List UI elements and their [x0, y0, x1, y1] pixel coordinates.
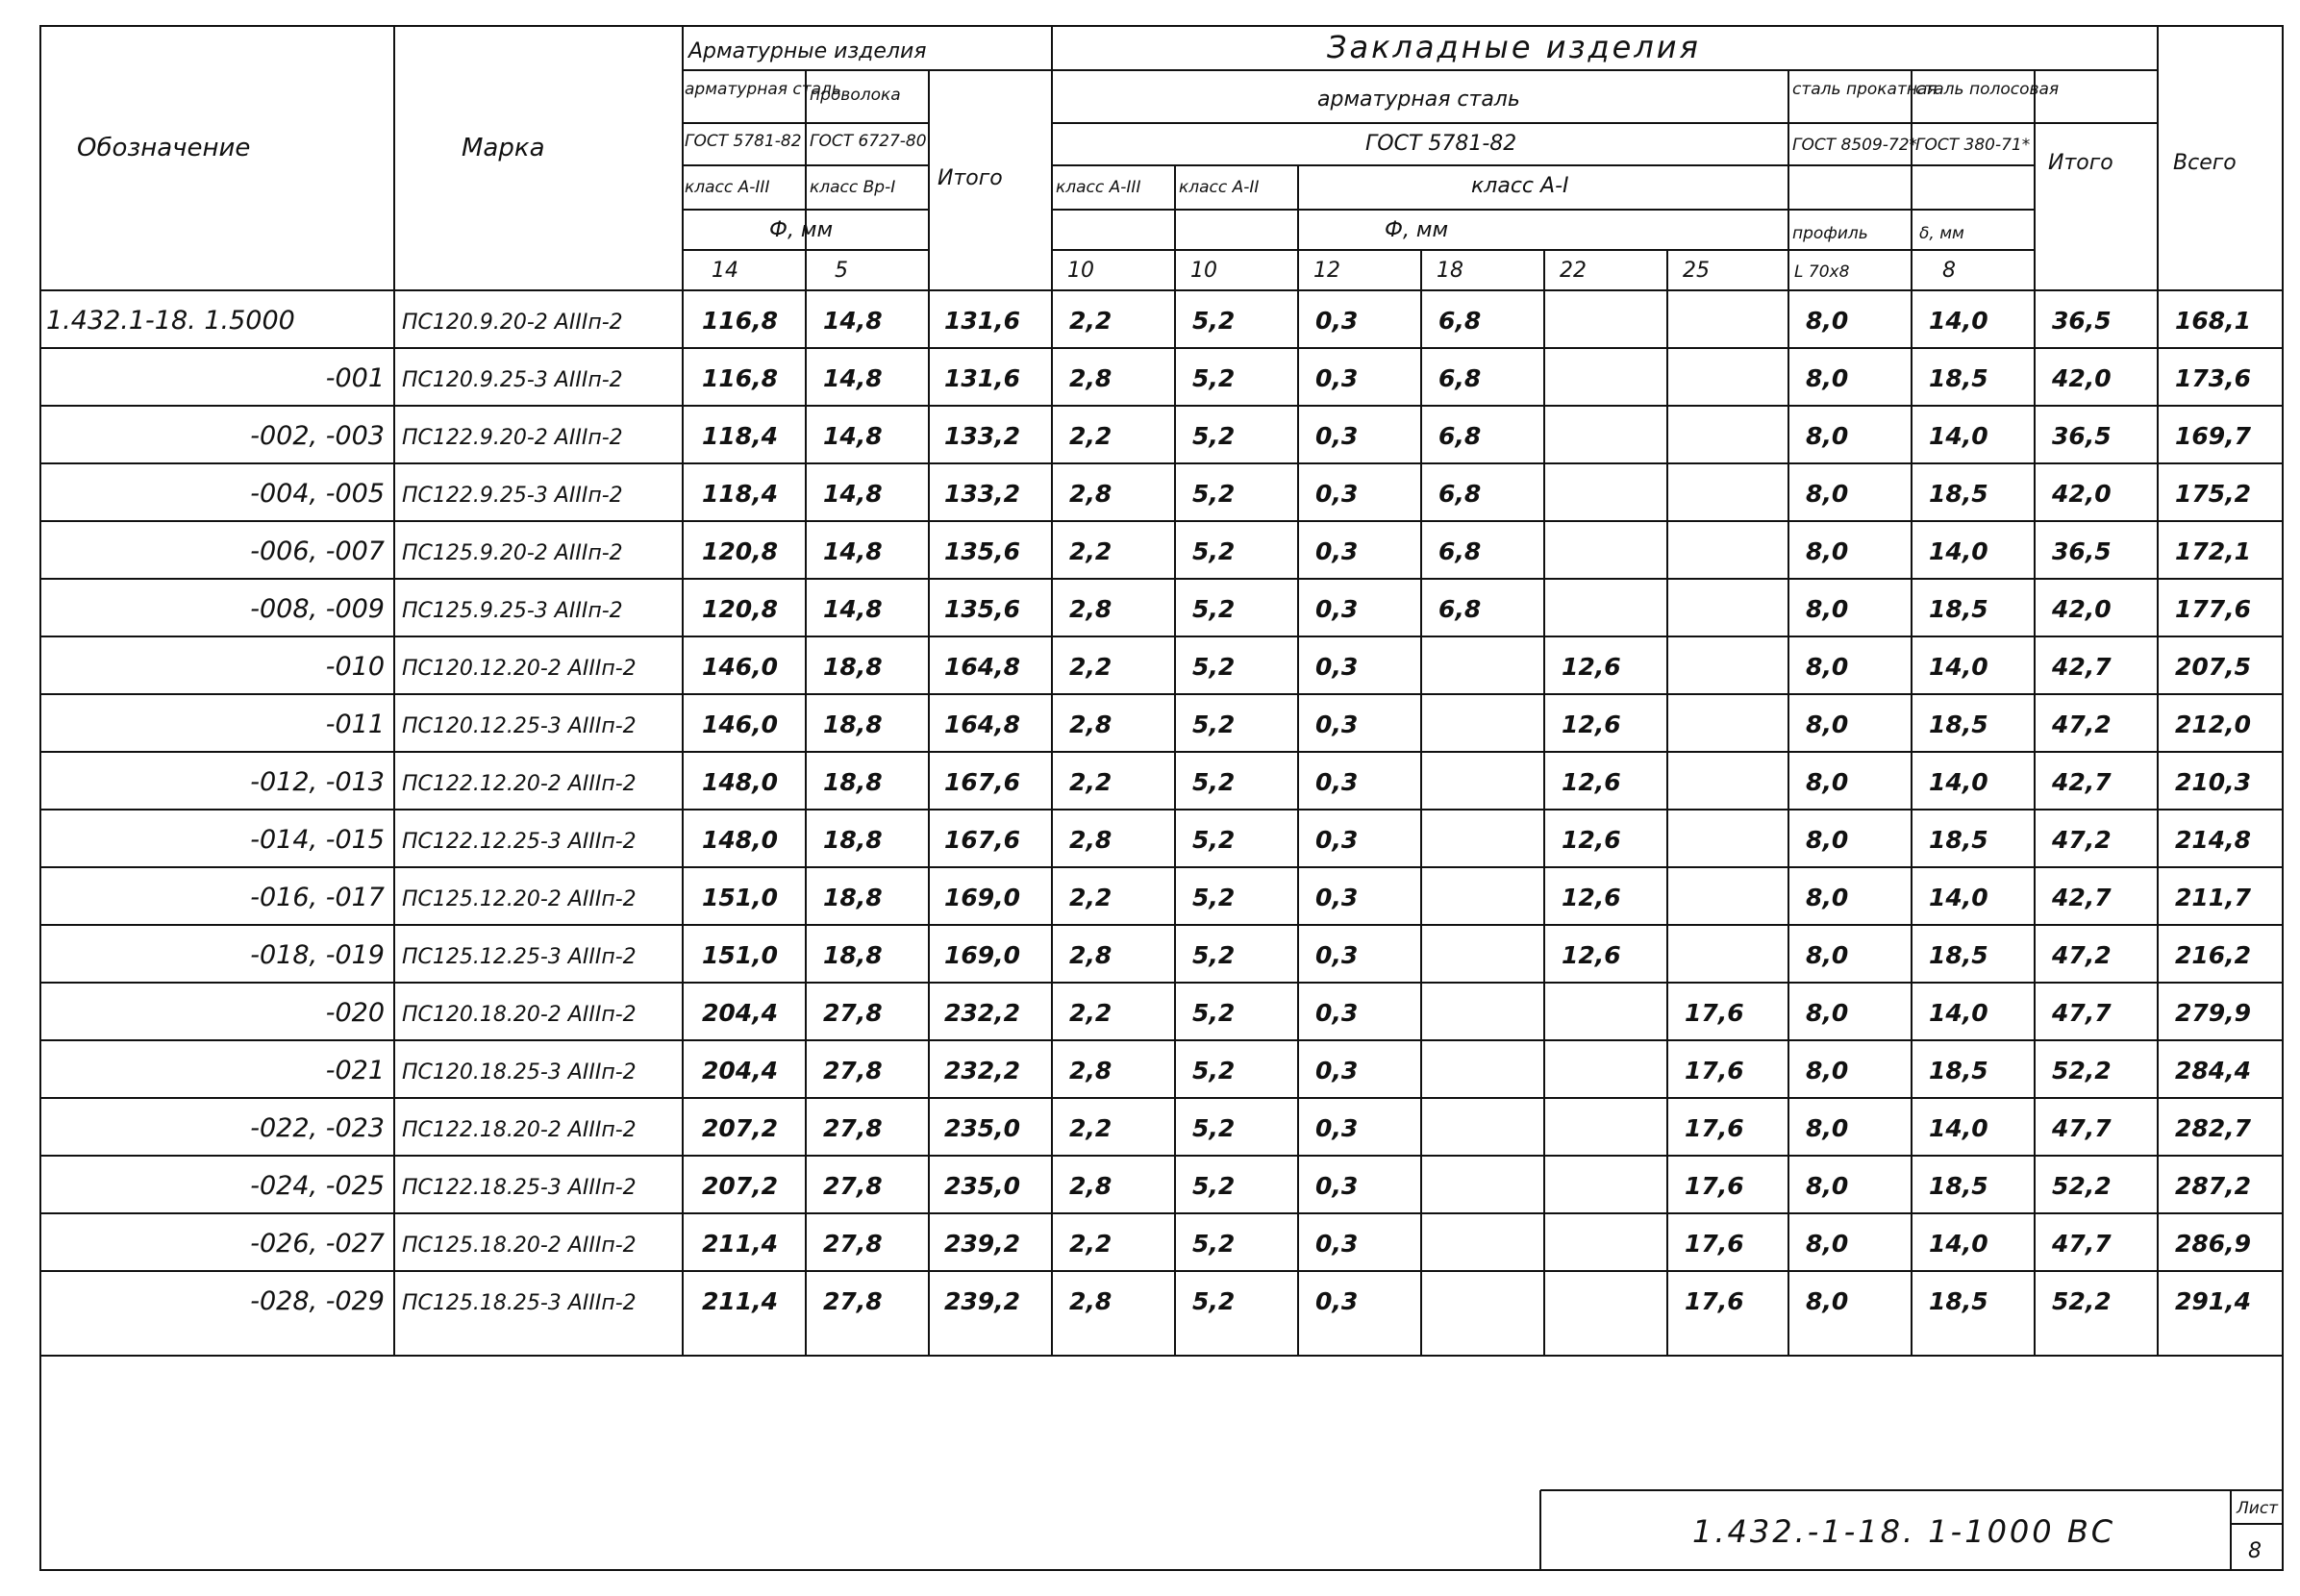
- row-cell: 27,8: [823, 1287, 883, 1315]
- row-cell: 36,5: [2052, 422, 2112, 450]
- row-cell: 42,7: [2052, 653, 2112, 681]
- header-oboznachenie: Обозначение: [77, 134, 251, 162]
- diameter-label: 12: [1313, 259, 1340, 283]
- row-cell: 14,0: [1929, 537, 1988, 565]
- row-cell: 8,0: [1806, 1230, 1849, 1258]
- table-row: [250, 536, 2251, 566]
- row-cell: 42,7: [2052, 884, 2112, 911]
- row-oboznachenie: -024, -025: [250, 1171, 385, 1201]
- table-body: [46, 306, 2252, 1316]
- row-cell: 18,5: [1929, 1287, 1988, 1315]
- row-cell: 131,6: [944, 307, 1021, 335]
- row-cell: 8,0: [1806, 941, 1849, 969]
- row-cell: 18,5: [1929, 711, 1988, 738]
- row-cell: 0,3: [1315, 999, 1359, 1027]
- row-cell: 6,8: [1438, 307, 1482, 335]
- table-row: [250, 421, 2251, 451]
- row-cell: 14,0: [1929, 768, 1988, 796]
- row-marka: ПС125.18.20-2 АIIIп-2: [402, 1234, 637, 1258]
- row-cell: 212,0: [2175, 711, 2252, 738]
- row-cell: 5,2: [1192, 1172, 1236, 1200]
- row-marka: ПС125.18.25-3 АIIIп-2: [402, 1291, 637, 1315]
- row-cell: 0,3: [1315, 422, 1359, 450]
- row-cell: 235,0: [944, 1172, 1021, 1200]
- row-oboznachenie: -021: [325, 1056, 385, 1085]
- row-cell: 18,5: [1929, 826, 1988, 854]
- row-cell: 12,6: [1562, 884, 1621, 911]
- header-d-b: 5: [835, 259, 848, 283]
- row-cell: 42,7: [2052, 768, 2112, 796]
- row-cell: 18,8: [823, 941, 883, 969]
- header-itogo-1: Итого: [938, 166, 1003, 190]
- header-vsego: Всего: [2173, 151, 2237, 175]
- row-cell: 47,2: [2052, 941, 2112, 969]
- diameter-label: 25: [1683, 259, 1710, 283]
- row-cell: 0,3: [1315, 826, 1359, 854]
- row-cell: 172,1: [2175, 537, 2252, 565]
- header-itogo-2: Итого: [2048, 151, 2113, 175]
- row-cell: 42,0: [2052, 480, 2112, 508]
- row-cell: 18,5: [1929, 595, 1988, 623]
- row-cell: 17,6: [1685, 999, 1744, 1027]
- row-cell: 120,8: [702, 537, 779, 565]
- header-phi-mm: Ф, мм: [769, 218, 834, 242]
- row-oboznachenie: -022, -023: [250, 1113, 385, 1143]
- row-cell: 18,8: [823, 884, 883, 911]
- diameter-label: 22: [1560, 259, 1587, 283]
- row-cell: 12,6: [1562, 711, 1621, 738]
- row-oboznachenie: -028, -029: [250, 1286, 385, 1316]
- row-marka: ПС122.18.20-2 АIIIп-2: [402, 1118, 637, 1142]
- row-cell: 0,3: [1315, 884, 1359, 911]
- header-delta-val: 8: [1942, 259, 1956, 283]
- row-cell: 2,8: [1069, 941, 1112, 969]
- table-row: [250, 1171, 2251, 1201]
- row-cell: 5,2: [1192, 826, 1236, 854]
- row-oboznachenie: -004, -005: [250, 479, 385, 509]
- row-cell: 8,0: [1806, 999, 1849, 1027]
- header-klass-aiii: класс А-III: [1056, 178, 1141, 197]
- row-cell: 6,8: [1438, 595, 1482, 623]
- row-cell: 5,2: [1192, 422, 1236, 450]
- row-marka: ПС120.12.25-3 АIIIп-2: [402, 714, 637, 738]
- row-marka: ПС125.12.20-2 АIIIп-2: [402, 887, 637, 911]
- row-cell: 8,0: [1806, 595, 1849, 623]
- row-cell: 133,2: [944, 422, 1021, 450]
- table-row: [326, 710, 2251, 739]
- table-row: [250, 1113, 2251, 1143]
- row-cell: 169,7: [2175, 422, 2252, 450]
- row-marka: ПС120.9.20-2 АIIIп-2: [402, 311, 623, 335]
- row-cell: 120,8: [702, 595, 779, 623]
- row-cell: 17,6: [1685, 1287, 1744, 1315]
- row-cell: 18,5: [1929, 941, 1988, 969]
- row-cell: 14,0: [1929, 1114, 1988, 1142]
- row-cell: 12,6: [1562, 941, 1621, 969]
- header-gost-380: ГОСТ 380-71*: [1915, 136, 2031, 155]
- row-oboznachenie: -008, -009: [250, 594, 385, 624]
- row-cell: 0,3: [1315, 1114, 1359, 1142]
- row-oboznachenie: -020: [325, 998, 385, 1028]
- row-cell: 291,4: [2175, 1287, 2252, 1315]
- row-cell: 27,8: [823, 1230, 883, 1258]
- row-cell: 5,2: [1192, 480, 1236, 508]
- row-cell: 173,6: [2175, 364, 2252, 392]
- row-oboznachenie: 1.432.1-18. 1.5000: [46, 306, 295, 336]
- row-cell: 131,6: [944, 364, 1021, 392]
- row-cell: 8,0: [1806, 1172, 1849, 1200]
- row-oboznachenie: -006, -007: [250, 536, 385, 566]
- row-cell: 211,7: [2175, 884, 2252, 911]
- row-cell: 14,8: [823, 307, 883, 335]
- row-cell: 2,2: [1069, 537, 1112, 565]
- table-row: [250, 594, 2251, 624]
- row-cell: 207,2: [702, 1114, 779, 1142]
- row-cell: 232,2: [944, 999, 1021, 1027]
- diameter-labels: [1067, 259, 1710, 283]
- row-cell: 18,8: [823, 826, 883, 854]
- row-cell: 12,6: [1562, 768, 1621, 796]
- row-cell: 0,3: [1315, 480, 1359, 508]
- header-d-a: 14: [712, 259, 738, 283]
- header-gost-5781: ГОСТ 5781-82: [1365, 132, 1517, 156]
- row-cell: 211,4: [702, 1287, 779, 1315]
- row-cell: 8,0: [1806, 768, 1849, 796]
- row-cell: 8,0: [1806, 364, 1849, 392]
- row-cell: 14,0: [1929, 653, 1988, 681]
- row-oboznachenie: -002, -003: [250, 421, 385, 451]
- header-delta-mm: δ, мм: [1919, 224, 1964, 243]
- header-armaturnye: Арматурные изделия: [688, 39, 927, 63]
- row-cell: 146,0: [702, 711, 779, 738]
- header-profil-val: L 70x8: [1794, 262, 1850, 282]
- row-cell: 18,5: [1929, 1172, 1988, 1200]
- header-armaturnaya-stal: арматурная сталь: [1317, 87, 1520, 112]
- row-marka: ПС122.12.25-3 АIIIп-2: [402, 830, 637, 854]
- row-cell: 0,3: [1315, 1057, 1359, 1085]
- row-cell: 2,2: [1069, 884, 1112, 911]
- row-cell: 14,0: [1929, 307, 1988, 335]
- row-cell: 151,0: [702, 884, 779, 911]
- table-row: [326, 363, 2251, 393]
- row-cell: 6,8: [1438, 537, 1482, 565]
- table-row: [250, 1286, 2251, 1316]
- row-cell: 204,4: [702, 999, 779, 1027]
- row-cell: 0,3: [1315, 653, 1359, 681]
- row-cell: 210,3: [2175, 768, 2252, 796]
- table-row: [46, 306, 2251, 336]
- row-cell: 5,2: [1192, 1287, 1236, 1315]
- row-cell: 8,0: [1806, 1287, 1849, 1315]
- list-label: Лист: [2237, 1499, 2279, 1518]
- row-cell: 17,6: [1685, 1057, 1744, 1085]
- row-oboznachenie: -012, -013: [250, 767, 385, 797]
- row-cell: 2,2: [1069, 422, 1112, 450]
- row-marka: ПС120.18.25-3 АIIIп-2: [402, 1060, 637, 1085]
- row-cell: 286,9: [2175, 1230, 2252, 1258]
- row-cell: 5,2: [1192, 999, 1236, 1027]
- table-row: [326, 1056, 2251, 1085]
- row-cell: 2,8: [1069, 364, 1112, 392]
- row-cell: 5,2: [1192, 595, 1236, 623]
- row-cell: 2,8: [1069, 826, 1112, 854]
- row-cell: 118,4: [702, 480, 779, 508]
- row-cell: 14,8: [823, 480, 883, 508]
- table-row: [250, 883, 2251, 912]
- table-row: [326, 998, 2251, 1028]
- row-cell: 5,2: [1192, 537, 1236, 565]
- header-phi-mm-2: Ф, мм: [1385, 218, 1449, 242]
- row-cell: 232,2: [944, 1057, 1021, 1085]
- row-marka: ПС125.9.20-2 АIIIп-2: [402, 541, 623, 565]
- row-cell: 177,6: [2175, 595, 2252, 623]
- row-cell: 14,0: [1929, 422, 1988, 450]
- row-cell: 27,8: [823, 1057, 883, 1085]
- row-cell: 52,2: [2052, 1172, 2112, 1200]
- row-cell: 47,7: [2052, 1114, 2112, 1142]
- row-cell: 8,0: [1806, 1057, 1849, 1085]
- row-cell: 169,0: [944, 941, 1021, 969]
- row-cell: 5,2: [1192, 884, 1236, 911]
- row-cell: 42,0: [2052, 595, 2112, 623]
- row-cell: 8,0: [1806, 422, 1849, 450]
- row-marka: ПС125.12.25-3 АIIIп-2: [402, 945, 637, 969]
- row-cell: 204,4: [702, 1057, 779, 1085]
- row-cell: 0,3: [1315, 1230, 1359, 1258]
- row-cell: 175,2: [2175, 480, 2252, 508]
- row-cell: 5,2: [1192, 711, 1236, 738]
- row-cell: 47,2: [2052, 826, 2112, 854]
- row-cell: 239,2: [944, 1230, 1021, 1258]
- row-cell: 5,2: [1192, 653, 1236, 681]
- row-cell: 118,4: [702, 422, 779, 450]
- row-cell: 2,2: [1069, 653, 1112, 681]
- row-cell: 214,8: [2175, 826, 2252, 854]
- row-cell: 18,8: [823, 768, 883, 796]
- row-cell: 167,6: [944, 768, 1021, 796]
- row-oboznachenie: -014, -015: [250, 825, 385, 855]
- row-cell: 47,7: [2052, 999, 2112, 1027]
- row-cell: 211,4: [702, 1230, 779, 1258]
- header-stal-polosovaya: сталь полосовая: [1915, 80, 2060, 99]
- row-cell: 135,6: [944, 595, 1021, 623]
- row-cell: 8,0: [1806, 884, 1849, 911]
- header-klass-a: класс А-III: [685, 178, 770, 197]
- row-cell: 2,2: [1069, 1230, 1112, 1258]
- table-row: [250, 940, 2251, 970]
- row-cell: 148,0: [702, 768, 779, 796]
- row-cell: 167,6: [944, 826, 1021, 854]
- row-cell: 8,0: [1806, 307, 1849, 335]
- row-cell: 14,0: [1929, 884, 1988, 911]
- row-cell: 0,3: [1315, 364, 1359, 392]
- list-number: 8: [2248, 1539, 2262, 1563]
- row-cell: 12,6: [1562, 653, 1621, 681]
- header-gost-b: ГОСТ 6727-80: [810, 132, 927, 151]
- table-row: [326, 652, 2251, 682]
- header-armaturnaya-stal-top: арматурная сталь: [685, 80, 841, 99]
- row-oboznachenie: -001: [325, 363, 385, 393]
- row-cell: 8,0: [1806, 653, 1849, 681]
- row-marka: ПС120.12.20-2 АIIIп-2: [402, 657, 637, 681]
- row-marka: ПС125.9.25-3 АIIIп-2: [402, 599, 623, 623]
- row-cell: 5,2: [1192, 1230, 1236, 1258]
- row-cell: 8,0: [1806, 826, 1849, 854]
- row-cell: 27,8: [823, 1114, 883, 1142]
- row-cell: 5,2: [1192, 307, 1236, 335]
- row-cell: 279,9: [2175, 999, 2252, 1027]
- row-cell: 2,8: [1069, 595, 1112, 623]
- row-oboznachenie: -010: [325, 652, 385, 682]
- row-marka: ПС122.12.20-2 АIIIп-2: [402, 772, 637, 796]
- row-cell: 2,2: [1069, 999, 1112, 1027]
- row-cell: 2,8: [1069, 480, 1112, 508]
- header-provoloka: проволока: [810, 86, 901, 105]
- row-cell: 14,0: [1929, 999, 1988, 1027]
- row-cell: 282,7: [2175, 1114, 2252, 1142]
- row-cell: 2,8: [1069, 1172, 1112, 1200]
- row-cell: 169,0: [944, 884, 1021, 911]
- header-marka: Марка: [462, 134, 545, 162]
- header-profil: профиль: [1792, 224, 1868, 243]
- header-klass-aii: класс А-II: [1179, 178, 1260, 197]
- row-cell: 47,7: [2052, 1230, 2112, 1258]
- header-gost-a: ГОСТ 5781-82: [685, 132, 802, 151]
- header-klass-b: класс Вр-I: [810, 178, 896, 197]
- row-cell: 2,8: [1069, 1057, 1112, 1085]
- row-cell: 164,8: [944, 711, 1021, 738]
- row-cell: 8,0: [1806, 1114, 1849, 1142]
- row-cell: 135,6: [944, 537, 1021, 565]
- row-cell: 6,8: [1438, 480, 1482, 508]
- row-cell: 6,8: [1438, 422, 1482, 450]
- header-zakladnye: Закладные изделия: [1327, 29, 1701, 65]
- row-oboznachenie: -016, -017: [250, 883, 385, 912]
- row-cell: 52,2: [2052, 1057, 2112, 1085]
- header-stal-prokatnaya: сталь прокатная: [1792, 80, 1938, 99]
- table-row: [250, 479, 2251, 509]
- header-gost-8509: ГОСТ 8509-72*: [1792, 136, 1918, 155]
- row-cell: 5,2: [1192, 364, 1236, 392]
- row-cell: 8,0: [1806, 480, 1849, 508]
- row-cell: 12,6: [1562, 826, 1621, 854]
- row-cell: 18,8: [823, 711, 883, 738]
- row-cell: 0,3: [1315, 1287, 1359, 1315]
- row-marka: ПС122.9.25-3 АIIIп-2: [402, 484, 623, 508]
- row-cell: 14,8: [823, 537, 883, 565]
- row-cell: 27,8: [823, 999, 883, 1027]
- row-cell: 2,2: [1069, 1114, 1112, 1142]
- row-cell: 168,1: [2175, 307, 2252, 335]
- row-cell: 14,8: [823, 364, 883, 392]
- row-cell: 164,8: [944, 653, 1021, 681]
- table-row: [250, 1229, 2251, 1259]
- row-cell: 0,3: [1315, 768, 1359, 796]
- table-row: [250, 825, 2251, 855]
- diameter-label: 10: [1067, 259, 1094, 283]
- row-cell: 239,2: [944, 1287, 1021, 1315]
- row-cell: 5,2: [1192, 1114, 1236, 1142]
- row-cell: 5,2: [1192, 941, 1236, 969]
- row-cell: 18,5: [1929, 480, 1988, 508]
- row-cell: 5,2: [1192, 768, 1236, 796]
- diameter-label: 10: [1190, 259, 1217, 283]
- row-cell: 17,6: [1685, 1172, 1744, 1200]
- row-cell: 17,6: [1685, 1230, 1744, 1258]
- row-cell: 0,3: [1315, 307, 1359, 335]
- row-cell: 14,0: [1929, 1230, 1988, 1258]
- row-cell: 14,8: [823, 595, 883, 623]
- row-oboznachenie: -011: [325, 710, 385, 739]
- row-oboznachenie: -018, -019: [250, 940, 385, 970]
- row-cell: 47,2: [2052, 711, 2112, 738]
- row-cell: 207,5: [2175, 653, 2252, 681]
- row-marka: ПС120.18.20-2 АIIIп-2: [402, 1003, 637, 1027]
- row-cell: 5,2: [1192, 1057, 1236, 1085]
- row-cell: 17,6: [1685, 1114, 1744, 1142]
- diameter-label: 18: [1437, 259, 1463, 283]
- row-cell: 2,8: [1069, 711, 1112, 738]
- row-cell: 36,5: [2052, 537, 2112, 565]
- document-code: 1.432.-1-18. 1-1000 ВС: [1692, 1513, 2116, 1550]
- row-cell: 151,0: [702, 941, 779, 969]
- row-oboznachenie: -026, -027: [250, 1229, 385, 1259]
- row-cell: 0,3: [1315, 1172, 1359, 1200]
- row-cell: 42,0: [2052, 364, 2112, 392]
- row-marka: ПС122.18.25-3 АIIIп-2: [402, 1176, 637, 1200]
- row-cell: 2,2: [1069, 307, 1112, 335]
- row-cell: 146,0: [702, 653, 779, 681]
- row-cell: 116,8: [702, 364, 779, 392]
- row-cell: 284,4: [2175, 1057, 2252, 1085]
- row-cell: 2,2: [1069, 768, 1112, 796]
- row-marka: ПС122.9.20-2 АIIIп-2: [402, 426, 623, 450]
- row-cell: 36,5: [2052, 307, 2112, 335]
- row-cell: 8,0: [1806, 537, 1849, 565]
- row-cell: 235,0: [944, 1114, 1021, 1142]
- row-cell: 207,2: [702, 1172, 779, 1200]
- row-cell: 0,3: [1315, 595, 1359, 623]
- row-cell: 0,3: [1315, 537, 1359, 565]
- row-cell: 133,2: [944, 480, 1021, 508]
- row-cell: 18,5: [1929, 364, 1988, 392]
- sheet-frame: [40, 26, 2283, 1570]
- row-cell: 2,8: [1069, 1287, 1112, 1315]
- table-row: [250, 767, 2251, 797]
- row-cell: 0,3: [1315, 711, 1359, 738]
- row-cell: 6,8: [1438, 364, 1482, 392]
- row-marka: ПС120.9.25-3 АIIIп-2: [402, 368, 623, 392]
- row-cell: 148,0: [702, 826, 779, 854]
- row-cell: 14,8: [823, 422, 883, 450]
- row-cell: 287,2: [2175, 1172, 2252, 1200]
- row-cell: 0,3: [1315, 941, 1359, 969]
- header-klass-ai: класс А-I: [1471, 174, 1569, 198]
- row-cell: 27,8: [823, 1172, 883, 1200]
- row-cell: 18,8: [823, 653, 883, 681]
- row-cell: 52,2: [2052, 1287, 2112, 1315]
- row-cell: 216,2: [2175, 941, 2252, 969]
- row-cell: 8,0: [1806, 711, 1849, 738]
- row-cell: 18,5: [1929, 1057, 1988, 1085]
- row-cell: 116,8: [702, 307, 779, 335]
